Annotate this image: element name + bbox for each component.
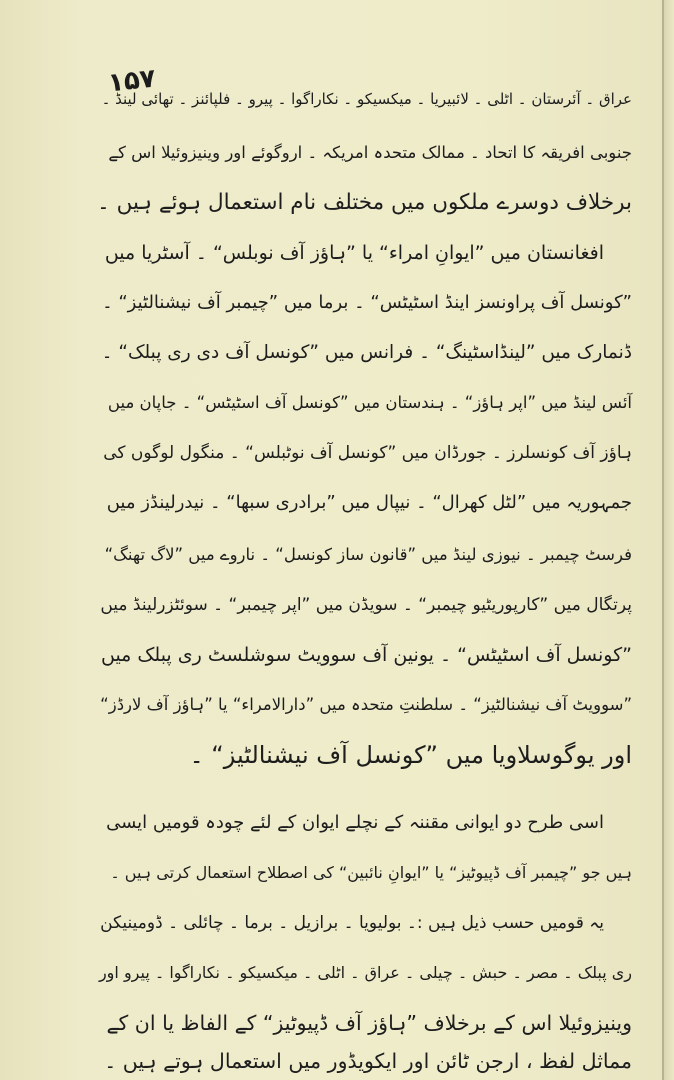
text-line-14: اور یوگوسلاویا میں ”کونسل آف نیشنالٹیز“ ۔ [189, 741, 632, 769]
text-line-3: برخلاف دوسرے ملکوں میں مختلف نام استعمال ہوئے ہیں ۔ [97, 190, 632, 215]
text-line-4: افغانستان میں ”ایوانِ امراء“ یا ”ہاؤز آف نوبلس“ ۔ آسٹریا میں [104, 242, 604, 264]
text-line-1: عراق ۔ آئرستان ۔ اٹلی ۔ لائبیریا ۔ میکسیکو ۔ نکاراگوا ۔ پیرو ۔ فلپائنز ۔ تھائی لینڈ ۔ [101, 90, 632, 108]
text-line-8: ہاؤز آف کونسلرز ۔ جورڈان میں ”کونسل آف نوٹبلس“ ۔ منگول لوگوں کی [103, 443, 632, 463]
page-edge [664, 0, 674, 1080]
text-line-6: ڈنمارک میں ”لینڈاسٹینگ“ ۔ فرانس میں ”کونسل آف دی ری پبلک“ ۔ [101, 342, 632, 363]
text-line-18: ری پبلک ۔ مصر ۔ حبش ۔ چیلی ۔ عراق ۔ اٹلی ۔ میکسیکو ۔ نکاراگوا ۔ پیرو اور [98, 963, 632, 982]
text-line-13: ”سوویٹ آف نیشنالٹیز“ ۔ سلطنتِ متحدہ میں ”دارالامراء“ یا ”ہاؤز آف لارڈز“ [100, 695, 632, 714]
page-number: ۱۵۷ [106, 63, 158, 99]
text-line-19: وینیزوئیلا اس کے برخلاف ”ہاؤز آف ڈپیوٹیز“ کے الفاظ یا ان کے [106, 1011, 632, 1035]
text-line-9: جمہوریہ میں ”لٹل کھرال“ ۔ نیپال میں ”برادری سبھا“ ۔ نیدرلینڈز میں [106, 492, 632, 513]
text-line-20: مماثل لفظ ، ارجن ٹائن اور ایکویڈور میں استعمال ہوتے ہیں ۔ [104, 1049, 632, 1073]
text-line-17: یہ قومیں حسب ذیل ہیں :۔ بولیویا ۔ برازیل ۔ برما ۔ چائلی ۔ ڈومینیکن [100, 913, 604, 933]
page-edge-line [662, 0, 664, 1080]
text-line-10: فرسٹ چیمبر ۔ نیوزی لینڈ میں ”قانون ساز کونسل“ ۔ ناروے میں ”لاگ تھنگ“ [104, 545, 632, 564]
text-line-16: ہیں جو ”چیمبر آف ڈپیوٹیز“ یا ”ایوانِ نائبین“ کی اصطلاح استعمال کرتی ہیں ۔ [110, 863, 632, 882]
text-line-12: ”کونسل آف اسٹیٹس“ ۔ یونین آف سوویٹ سوشلسٹ ری پبلک میں [100, 644, 632, 666]
text-line-7: آئس لینڈ میں ”اپر ہاؤز“ ۔ ہندستان میں ”کونسل آف اسٹیٹس“ ۔ جاپان میں [107, 393, 632, 412]
text-line-11: پرتگال میں ”کارپوریٹیو چیمبر“ ۔ سویڈن میں ”اپر چیمبر“ ۔ سوئٹزرلینڈ میں [100, 595, 632, 615]
text-line-15: اسی طرح دو ایوانی مقننہ کے نچلے ایوان کے لئے چودہ قومیں ایسی [106, 812, 604, 833]
text-line-2: جنوبی افریقہ کا اتحاد ۔ ممالک متحدہ امریکہ ۔ اروگوئے اور وینیزوئیلا اس کے [108, 143, 632, 162]
text-line-5: ”کونسل آف پراونسز اینڈ اسٹیٹس“ ۔ برما میں ”چیمبر آف نیشنالٹیز“ ۔ [102, 292, 632, 313]
